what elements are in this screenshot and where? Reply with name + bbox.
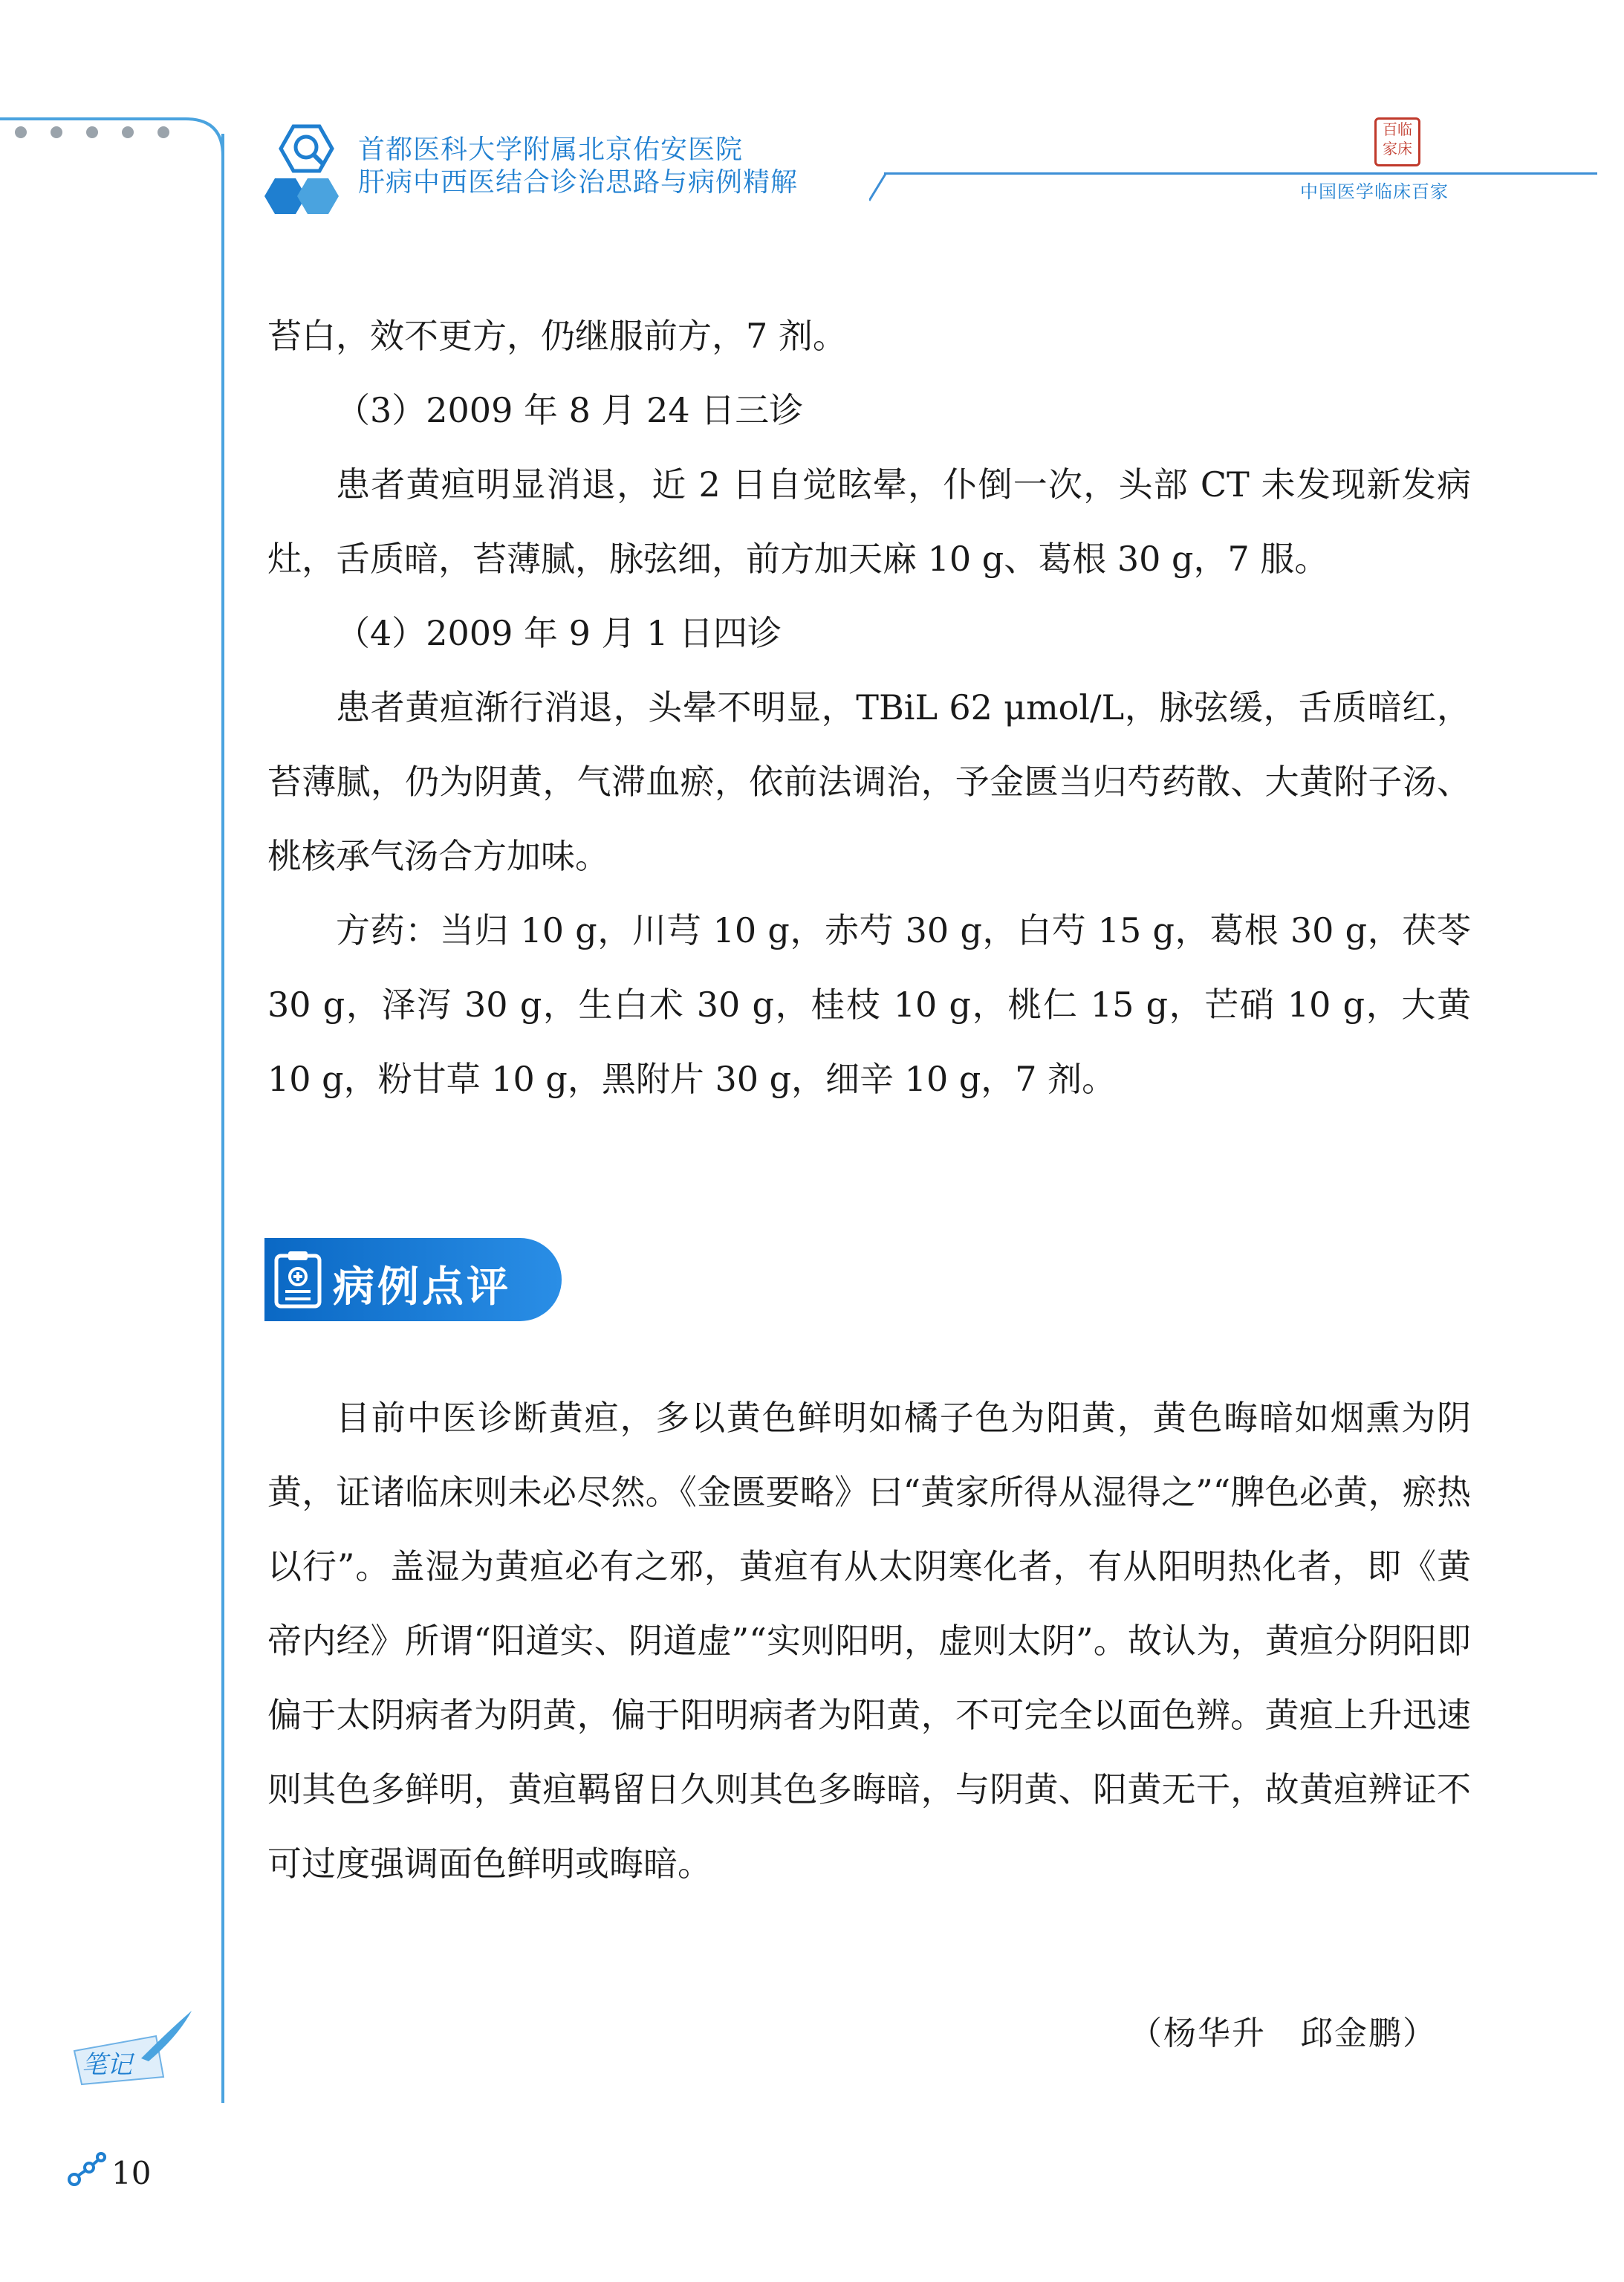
- header-title-line2: 肝病中西医结合诊治思路与病例精解: [358, 167, 799, 198]
- notes-label: 笔记: [82, 2050, 132, 2080]
- header-rule-slope: [869, 172, 899, 202]
- margin-line: [221, 134, 224, 2103]
- series-name: 中国医学临床百家: [1300, 181, 1449, 202]
- body-paragraph: 患者黄疸明显消退，近 2 日自觉眩晕，仆倒一次，头部 CT 未发现新发病灶，舌质暗，苔薄腻，脉弦细，前方加天麻 10 g、葛根 30 g，7 服。: [267, 464, 1471, 579]
- page-number: 10: [111, 2155, 152, 2191]
- body-paragraph: 患者黄疸渐行消退，头晕不明显，TBiL 62 μmol/L，脉弦缓，舌质暗红，苔薄腻，仍为阴黄，气滞血瘀，依前法调治，予金匮当归芍药散、大黄附子汤、桃核承气汤合方加味。: [267, 687, 1471, 876]
- review-paragraph: 目前中医诊断黄疸，多以黄色鲜明如橘子色为阳黄，黄色晦暗如烟熏为阴黄，证诸临床则未必尽然。《金匮要略》曰“黄家所得从湿得之”“脾色必黄，瘀热以行”。盖湿为黄疸必有之邪，黄疸有从太阴寒化者，有从阳明热化者，即《黄帝内经》所谓“阳道实、阴道虚”“实则阳明，虚则太阴”。故认为，黄疸分阴阳即偏于太阴病者为阴黄，偏于阳明病者为阳黄，不可完全以面色辨。黄疸上升迅速则其色多鲜明，黄疸羁留日久则其色多晦暗，与阴黄、阳黄无干，故黄疸辨证不可过度强调面色鲜明或晦暗。: [267, 1398, 1471, 1884]
- body-section: [267, 299, 1471, 1116]
- notes-pen-icon: [67, 2006, 201, 2088]
- review-section: [267, 1381, 1471, 1901]
- section-title: 病例点评: [333, 1263, 511, 1312]
- body-paragraph: 苔白，效不更方，仍继服前方，7 剂。: [267, 316, 847, 356]
- clipboard-icon: [272, 1250, 324, 1309]
- binding-hole: [157, 126, 169, 138]
- binding-hole: [51, 126, 62, 138]
- section-heading: [264, 1238, 562, 1321]
- header-title-line1: 首都医科大学附属北京佑安医院: [358, 134, 744, 165]
- prescription-paragraph: 方药：当归 10 g，川芎 10 g，赤芍 30 g，白芍 15 g，葛根 30 g，茯苓 30 g，泽泻 30 g，生白术 30 g，桂枝 10 g，桃仁 15 g，芒硝 10 g，大黄 10 g，粉甘草 10 g，黑附片 30 g，细辛 10 g，7 剂。: [267, 910, 1471, 1099]
- molecule-icon: [67, 2151, 108, 2188]
- margin-curve: [0, 0, 238, 178]
- hexagon-magnifier-icon: [260, 119, 349, 230]
- seal-logo: 百临家床: [1374, 117, 1420, 166]
- visit-heading: （3）2009 年 8 月 24 日三诊: [336, 390, 804, 430]
- visit-heading: （4）2009 年 9 月 1 日四诊: [336, 613, 782, 653]
- authors: （杨华升 邱金鹏）: [1129, 2014, 1437, 2052]
- header-rule: [884, 172, 1597, 175]
- binding-holes: [15, 126, 169, 138]
- binding-hole: [15, 126, 27, 138]
- header-title: [358, 134, 798, 199]
- binding-hole: [122, 126, 134, 138]
- binding-hole: [86, 126, 98, 138]
